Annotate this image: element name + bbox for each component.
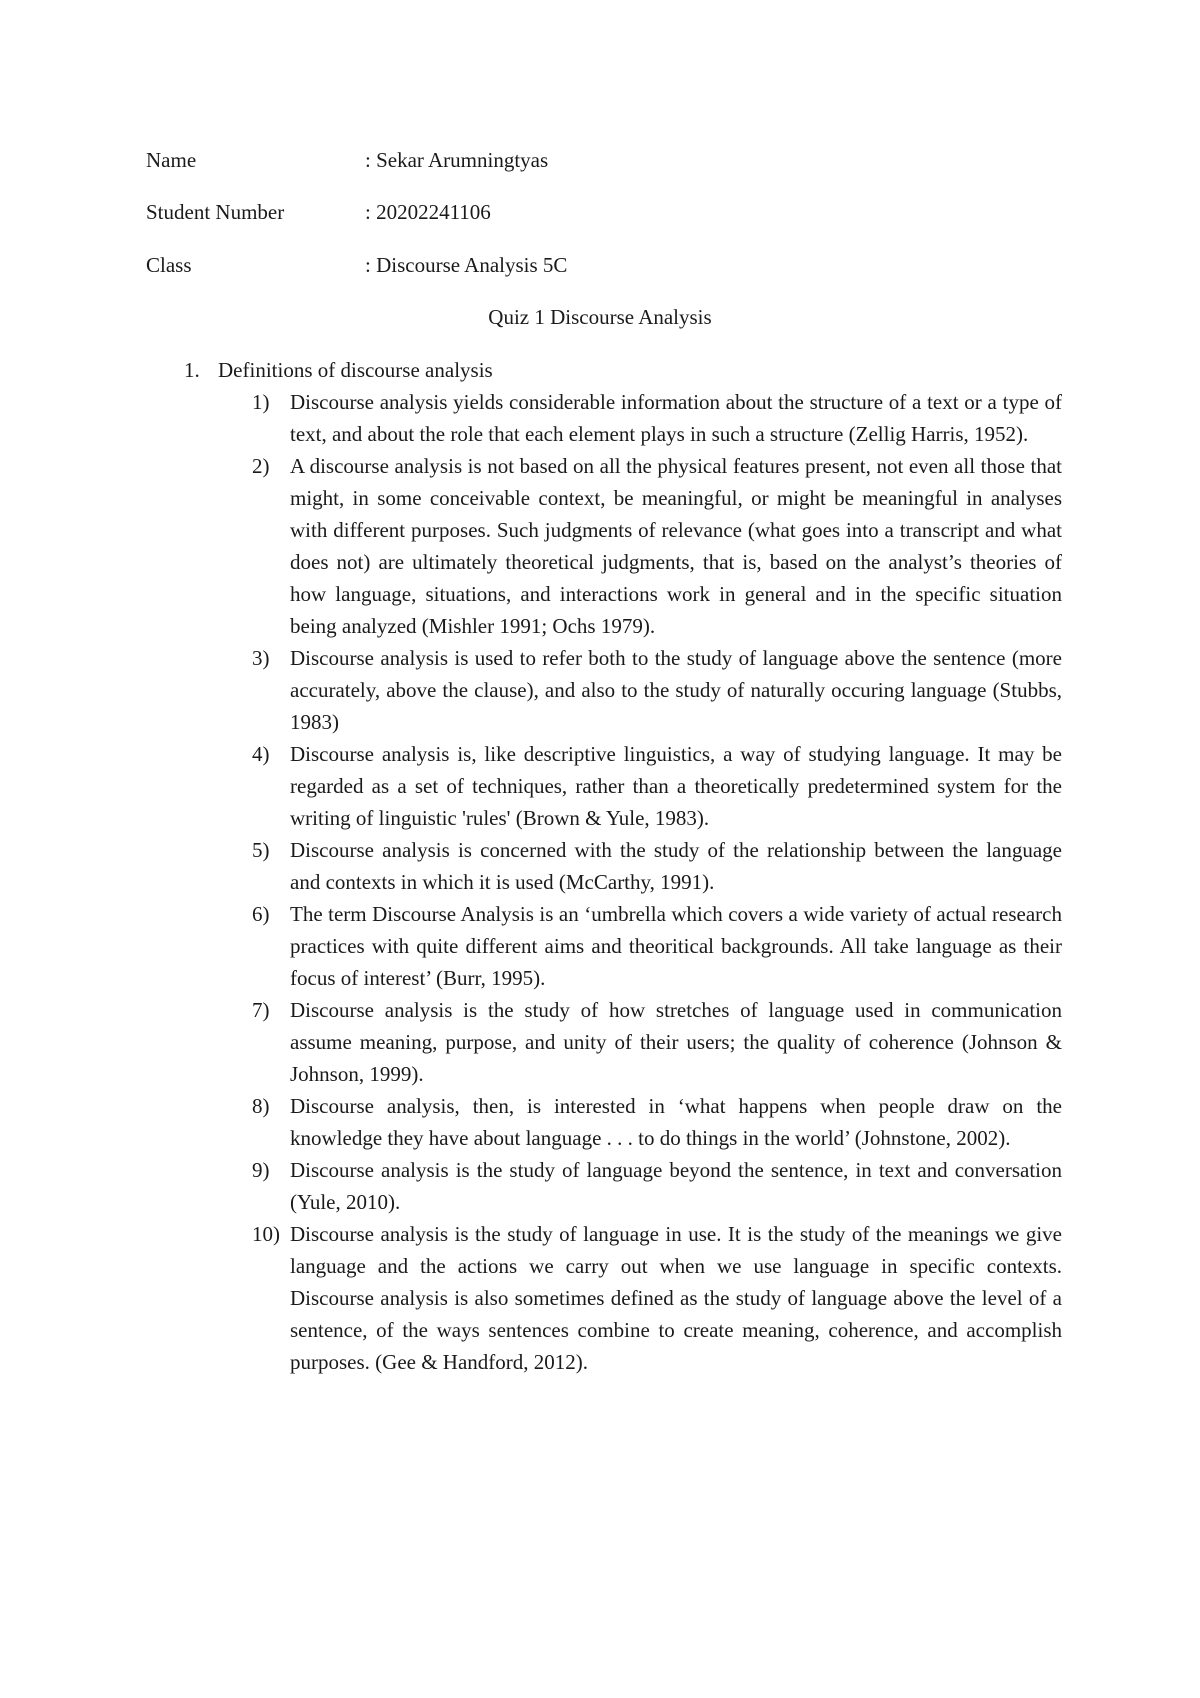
item-text: Discourse analysis yields considerable information about the structure of a text or a type of text, and about the role that each element plays in such a structure (Zellig Harris, 1952).: [290, 390, 1062, 446]
item-text: Discourse analysis is the study of language in use. It is the study of the meanings we give language and the actions we carry out when we use language in specific contexts. Discourse analysis is also sometimes defined as the study of language above the level of a sentence, of the ways sentences combine to create meaning, coherence, and accomplish purposes. (Gee & Handford, 2012).: [290, 1222, 1062, 1374]
item-number: 10): [252, 1222, 280, 1246]
item-number: 1): [252, 390, 270, 414]
list-item: [252, 898, 1062, 994]
item-number: 2): [252, 454, 270, 478]
list-item: [252, 642, 1062, 738]
item-text: Discourse analysis is concerned with the study of the relationship between the language and contexts in which it is used (McCarthy, 1991).: [290, 838, 1062, 894]
student-number-label: Student Number: [146, 200, 285, 224]
list-item: [252, 834, 1062, 898]
item-text: The term Discourse Analysis is an ‘umbrella which covers a wide variety of actual research practices with quite different aims and theoritical backgrounds. All take language as their focus of interest’ (Burr, 1995).: [290, 902, 1062, 990]
list-item: [252, 738, 1062, 834]
section-number: 1.: [184, 358, 200, 382]
item-number: 4): [252, 742, 270, 766]
page-title: Quiz 1 Discourse Analysis: [488, 305, 712, 329]
class-label: Class: [146, 253, 192, 277]
item-number: 7): [252, 998, 270, 1022]
item-number: 5): [252, 838, 270, 862]
section-label: Definitions of discourse analysis: [218, 358, 493, 382]
item-text: Discourse analysis is the study of how stretches of language used in communication assume meaning, purpose, and unity of their users; the quality of coherence (Johnson & Johnson, 1999).: [290, 998, 1062, 1086]
item-text: A discourse analysis is not based on all the physical features present, not even all those that might, in some conceivable context, be meaningful, or might be meaningful in analyses with different purposes. Such judgments of relevance (what goes into a transcript and what does not) are ultimately theoretical judgments, that is, based on the analyst’s theories of how language, situations, and interactions work in general and in the specific situation being analyzed (Mishler 1991; Ochs 1979).: [290, 454, 1062, 638]
name-value: : Sekar Arumningtyas: [365, 148, 549, 172]
name-label: Name: [146, 148, 197, 172]
list-item: [252, 994, 1062, 1090]
item-number: 9): [252, 1158, 270, 1182]
item-text: Discourse analysis is used to refer both to the study of language above the sentence (more accurately, above the clause), and also to the study of naturally occuring language (Stubbs, 1983): [290, 646, 1062, 734]
list-item: [252, 1090, 1062, 1154]
item-number: 3): [252, 646, 270, 670]
class-value: : Discourse Analysis 5C: [365, 253, 568, 277]
item-number: 8): [252, 1094, 270, 1118]
item-text: Discourse analysis, then, is interested in ‘what happens when people draw on the knowledge they have about language . . . to do things in the world’ (Johnstone, 2002).: [290, 1094, 1062, 1150]
definitions-list: [252, 386, 1062, 1378]
list-item: [252, 1154, 1062, 1218]
item-text: Discourse analysis is, like descriptive linguistics, a way of studying language. It may be regarded as a set of techniques, rather than a theoretically predetermined system for the writing of linguistic 'rules' (Brown & Yule, 1983).: [290, 742, 1062, 830]
item-text: Discourse analysis is the study of language beyond the sentence, in text and conversation (Yule, 2010).: [290, 1158, 1062, 1214]
student-number-value: : 20202241106: [365, 200, 491, 224]
list-item: [252, 450, 1062, 642]
item-number: 6): [252, 902, 270, 926]
list-item: [252, 1218, 1062, 1378]
list-item: [252, 386, 1062, 450]
